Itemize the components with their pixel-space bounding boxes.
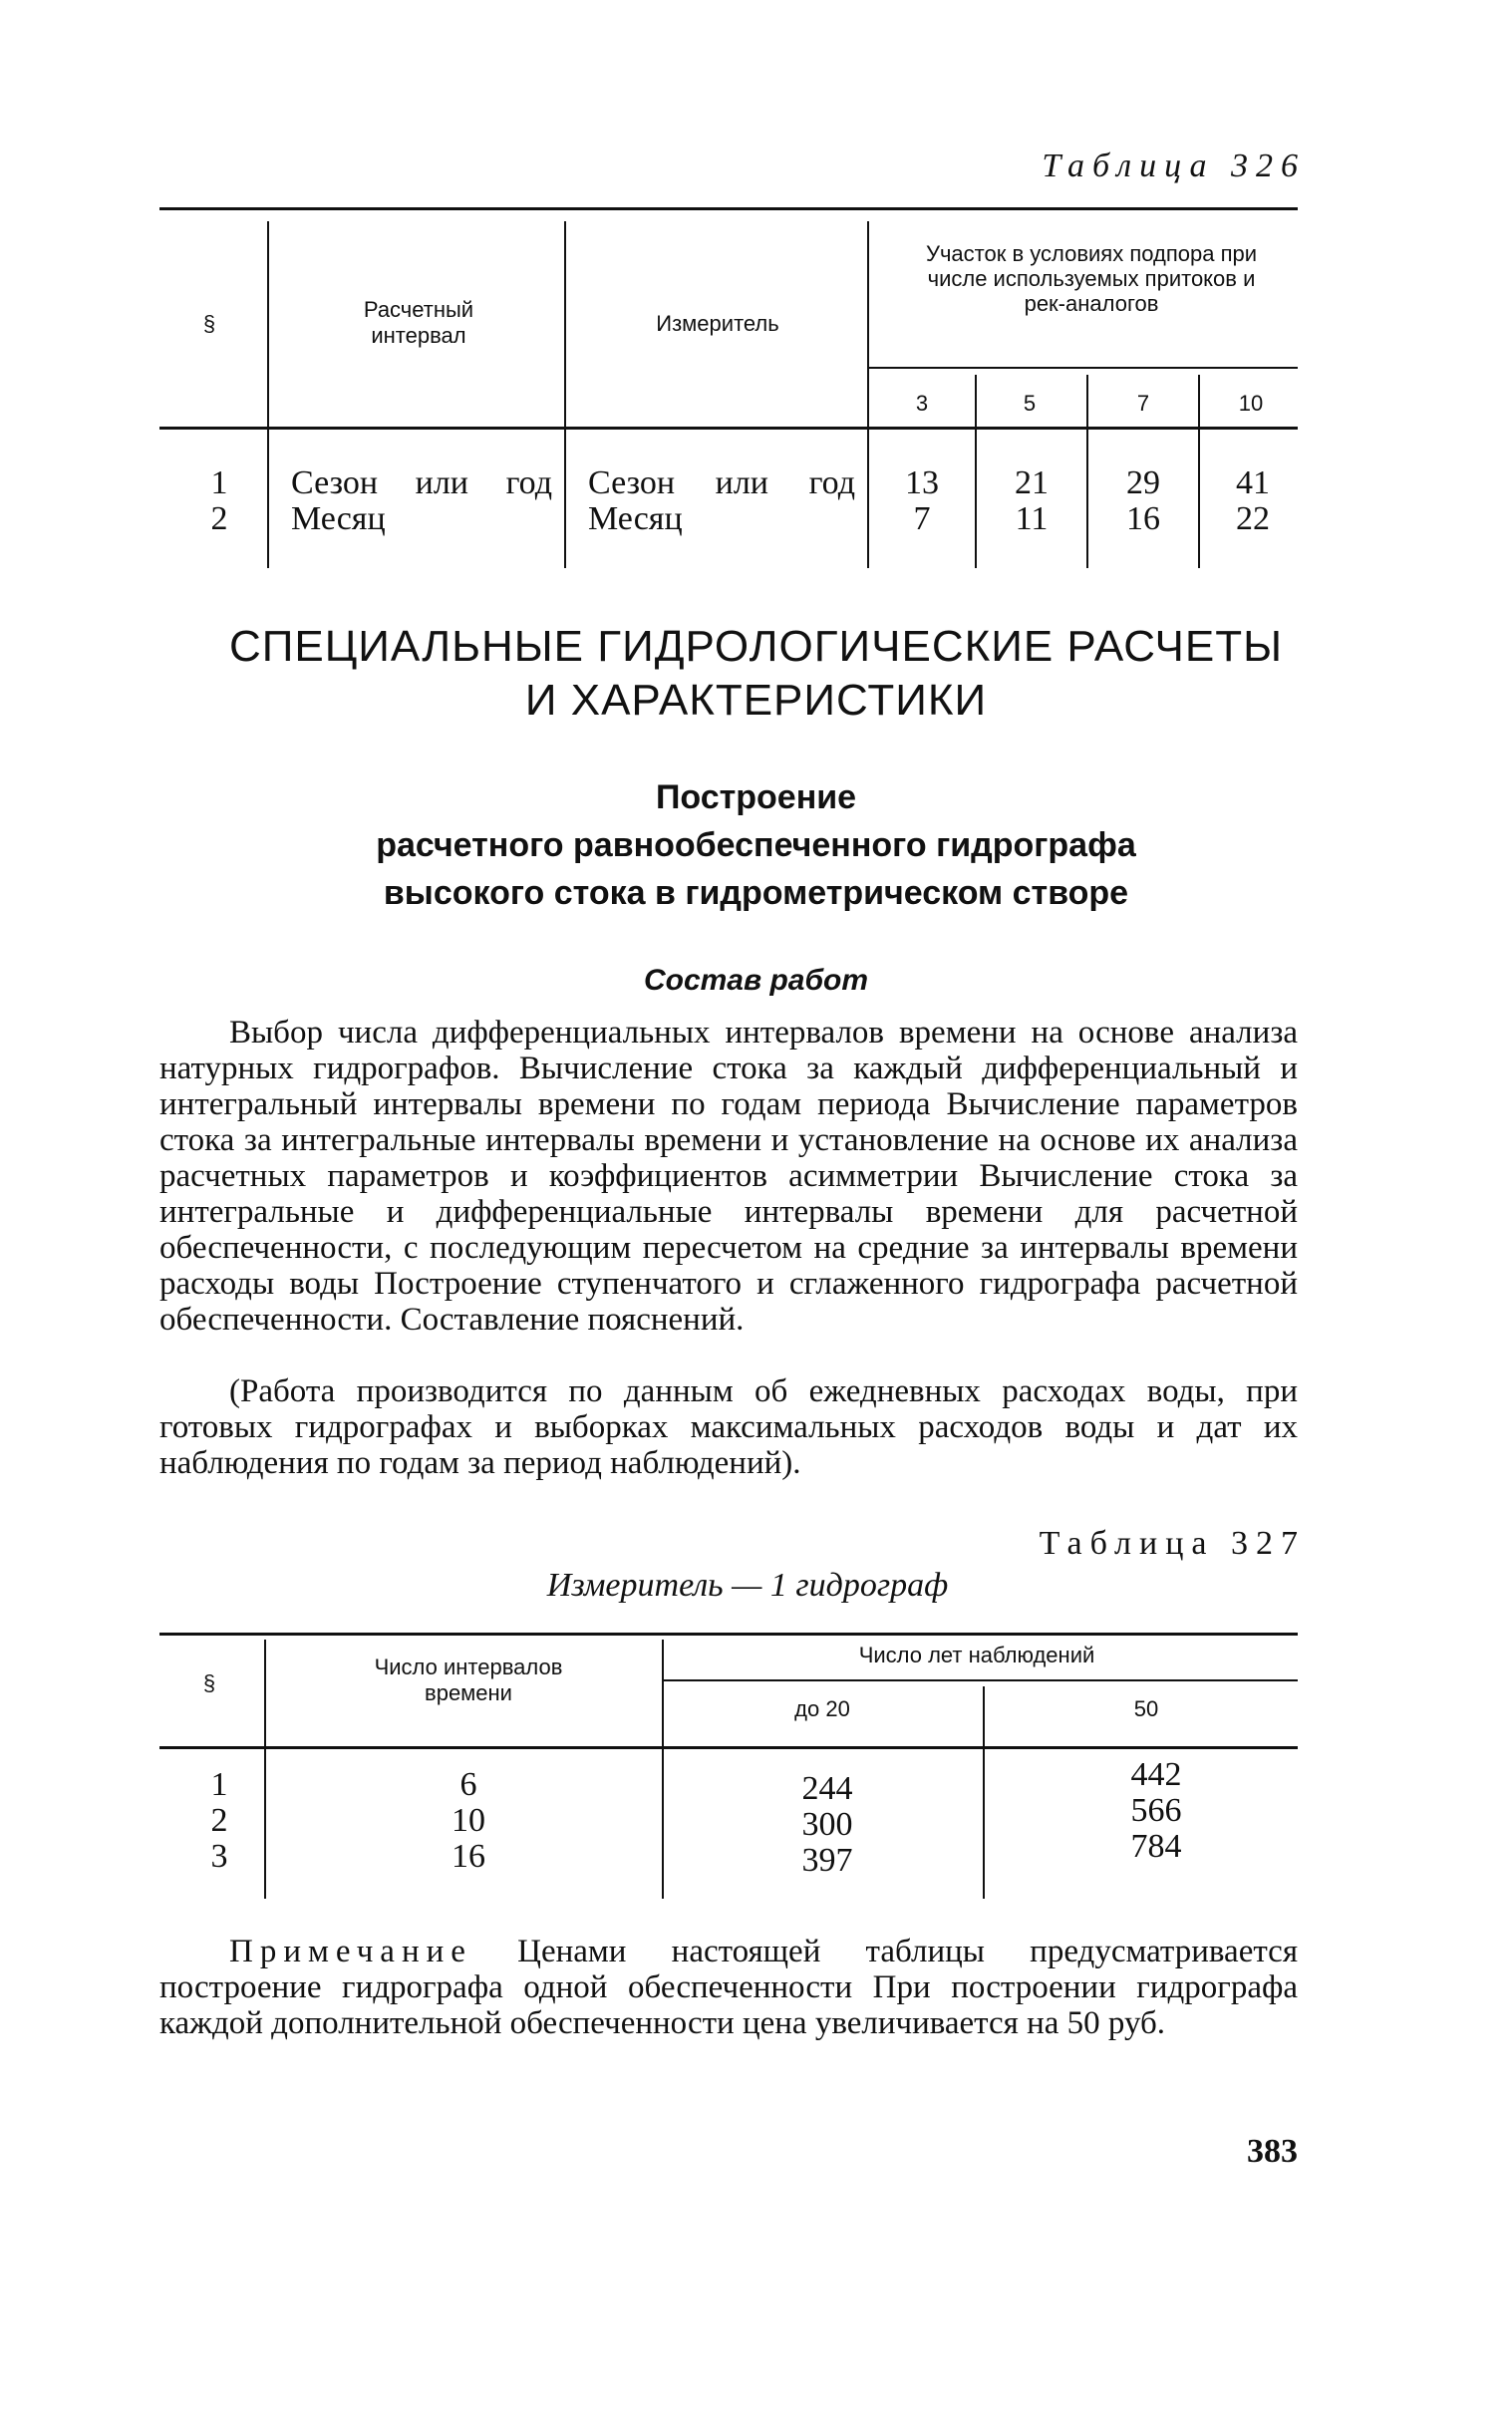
row-value: 29: [1126, 464, 1160, 501]
header-num: §: [202, 1670, 216, 1695]
body-paragraph: Выбор числа дифференциальных интервалов времени на основе анализа натурных гидрографов. Вычисление стока за каждый дифференциальный и интегральный интервалы времени по годам периода Вычисление параметров стока за интегральные интервалы времени и установление на основе их анализа расчетных параметров и коэффициентов асимметрии Вычисление стока за интегральные и дифференциальные интервалы времени для расчетной обеспеченности, с последующим пересчетом на средние за интервалы времени расходы воды Построение ступенчатого и сглаженного гидрографа расчетной обеспеченности. Составление пояснений.: [159, 1015, 1298, 1338]
row-value-50: 442: [1130, 1756, 1182, 1793]
section-title-line-1: СПЕЦИАЛЬНЫЕ ГИДРОЛОГИЧЕСКИЕ РАСЧЕТЫ: [228, 622, 1284, 671]
table-327-vline: [983, 1686, 985, 1899]
table-327-unit: Измеритель — 1 гидрограф: [546, 1567, 949, 1604]
table-326-vline: [1198, 375, 1200, 568]
section-title-line-2: И ХАРАКТЕРИСТИКИ: [524, 676, 988, 725]
row-number: 2: [210, 500, 228, 537]
row-value: 21: [1015, 464, 1049, 501]
table-327-vline: [662, 1640, 664, 1899]
subheader-3: 3: [915, 391, 929, 416]
table-326-caption: Таблица 326: [1042, 148, 1306, 184]
row-measure: Месяц: [588, 500, 683, 537]
table-326-vline: [564, 221, 566, 568]
page-number: 383: [1247, 2133, 1298, 2170]
note-text: Ценами настоящей таблицы предусматривается построение гидрографа одной обеспеченности При построении гидрографа каждой дополнительной обеспеченности цена увеличивается на 50 руб.: [159, 1934, 1298, 2041]
row-value: 13: [905, 464, 939, 501]
subheader-7: 7: [1136, 391, 1150, 416]
table-327-top-rule: [159, 1633, 1298, 1636]
table-326-vline: [975, 375, 977, 568]
header-measure: Измеритель: [656, 311, 779, 336]
row-value-upto20: 244: [801, 1770, 853, 1807]
works-heading: Состав работ: [643, 964, 869, 997]
note-label: Примечание: [229, 1934, 472, 1969]
table-327-vline: [264, 1640, 266, 1899]
row-value-upto20: 397: [801, 1842, 853, 1879]
row-number: 3: [210, 1838, 228, 1875]
header-num: §: [202, 311, 216, 336]
row-interval: Месяц: [291, 500, 386, 537]
header-group: Участок в условиях подпора при числе используемых притоков и рек-аналогов: [925, 241, 1258, 316]
subheader-5: 5: [1023, 391, 1037, 416]
row-number: 1: [210, 1766, 228, 1803]
table-326-top-rule: [159, 207, 1298, 210]
body-paragraph: (Работа производится по данным об ежедневных расходах воды, при готовых гидрографах и выборках максимальных расходов воды и дат их наблюдения по годам за период наблюдений).: [159, 1373, 1298, 1481]
row-value: 16: [1126, 500, 1160, 537]
row-value: 11: [1015, 500, 1049, 537]
subsection-title-line-3: высокого стока в гидрометрическом створе: [383, 874, 1129, 912]
row-value: 7: [913, 500, 931, 537]
row-value-upto20: 300: [801, 1806, 853, 1843]
table-326-vline: [1086, 375, 1088, 568]
header-interval: Расчетный интервал: [363, 297, 474, 348]
subsection-title-line-2: расчетного равнообеспеченного гидрографа: [376, 826, 1136, 864]
table-326-group-rule: [869, 367, 1298, 369]
subheader-50: 50: [1133, 1696, 1159, 1721]
row-number: 1: [210, 464, 228, 501]
row-value-50: 784: [1130, 1828, 1182, 1865]
row-intervals: 10: [452, 1802, 485, 1839]
table-327-header-rule: [159, 1746, 1298, 1749]
row-value: 41: [1236, 464, 1270, 501]
header-intervals: Число интервалов времени: [374, 1655, 563, 1705]
note-paragraph: [159, 1934, 1298, 2041]
row-intervals: 16: [452, 1838, 485, 1875]
table-326-header-rule: [159, 427, 1298, 430]
table-326-vline: [267, 221, 269, 568]
row-value-50: 566: [1130, 1792, 1182, 1829]
table-327-group-rule: [662, 1679, 1298, 1681]
row-measure: Сезон или год: [588, 464, 855, 501]
table-327-caption: Таблица 327: [1039, 1525, 1306, 1562]
subheader-upto20: до 20: [794, 1696, 850, 1721]
row-number: 2: [210, 1802, 228, 1839]
subheader-10: 10: [1238, 391, 1264, 416]
row-value: 22: [1236, 500, 1270, 537]
table-326-vline: [867, 221, 869, 568]
subsection-title-line-1: Построение: [655, 778, 857, 816]
row-interval: Сезон или год: [291, 464, 552, 501]
header-years: Число лет наблюдений: [858, 1643, 1095, 1667]
row-intervals: 6: [459, 1766, 477, 1803]
